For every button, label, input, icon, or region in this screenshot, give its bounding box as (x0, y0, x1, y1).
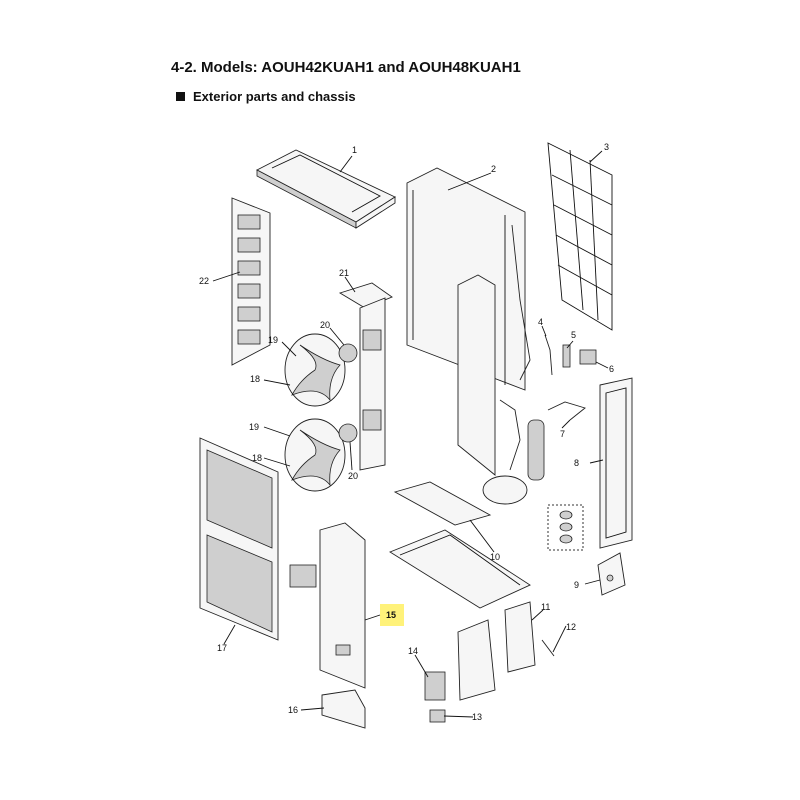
front-grille-part (200, 438, 278, 640)
callout-12: 12 (566, 622, 577, 632)
callout-18-upper: 18 (250, 374, 261, 384)
callout-21: 21 (339, 268, 350, 278)
callout-2: 2 (491, 164, 497, 174)
callout-11: 11 (541, 602, 551, 612)
callout-4: 4 (538, 317, 544, 327)
callout-7: 7 (560, 429, 566, 439)
front-panel-part (290, 523, 365, 688)
sensor-wire-part (542, 640, 554, 656)
callout-15: 15 (386, 610, 397, 620)
lower-fan-part (285, 419, 357, 491)
valve-group-part (548, 505, 583, 550)
top-panel-part (257, 150, 395, 228)
callout-18-lower: 18 (252, 453, 263, 463)
valve-bracket-part (598, 553, 625, 595)
callout-19-lower: 19 (249, 422, 260, 432)
callout-20-lower: 20 (348, 471, 359, 481)
control-box-part (425, 602, 535, 722)
callout-3: 3 (604, 142, 610, 152)
callout-16: 16 (288, 705, 299, 715)
callout-22: 22 (199, 276, 210, 286)
callout-13: 13 (472, 712, 483, 722)
callout-20-upper: 20 (320, 320, 331, 330)
upper-fan-part (285, 334, 357, 406)
callout-5: 5 (571, 330, 577, 340)
callout-8: 8 (574, 458, 580, 468)
callout-19-upper: 19 (268, 335, 279, 345)
rear-wire-grille-part (548, 143, 612, 330)
service-cover-part (322, 690, 365, 728)
callout-1: 1 (352, 145, 358, 155)
callout-14: 14 (408, 646, 419, 656)
callout-10: 10 (490, 552, 501, 562)
section-subtitle-text: Exterior parts and chassis (193, 89, 356, 104)
callout-17: 17 (217, 643, 228, 653)
small-parts-group (545, 335, 596, 420)
left-side-panel-part (232, 198, 270, 365)
right-side-panel-part (600, 378, 632, 548)
callout-9: 9 (574, 580, 580, 590)
page-title: 4-2. Models: AOUH42KUAH1 and AOUH48KUAH1 (171, 59, 521, 76)
callout-6: 6 (609, 364, 615, 374)
